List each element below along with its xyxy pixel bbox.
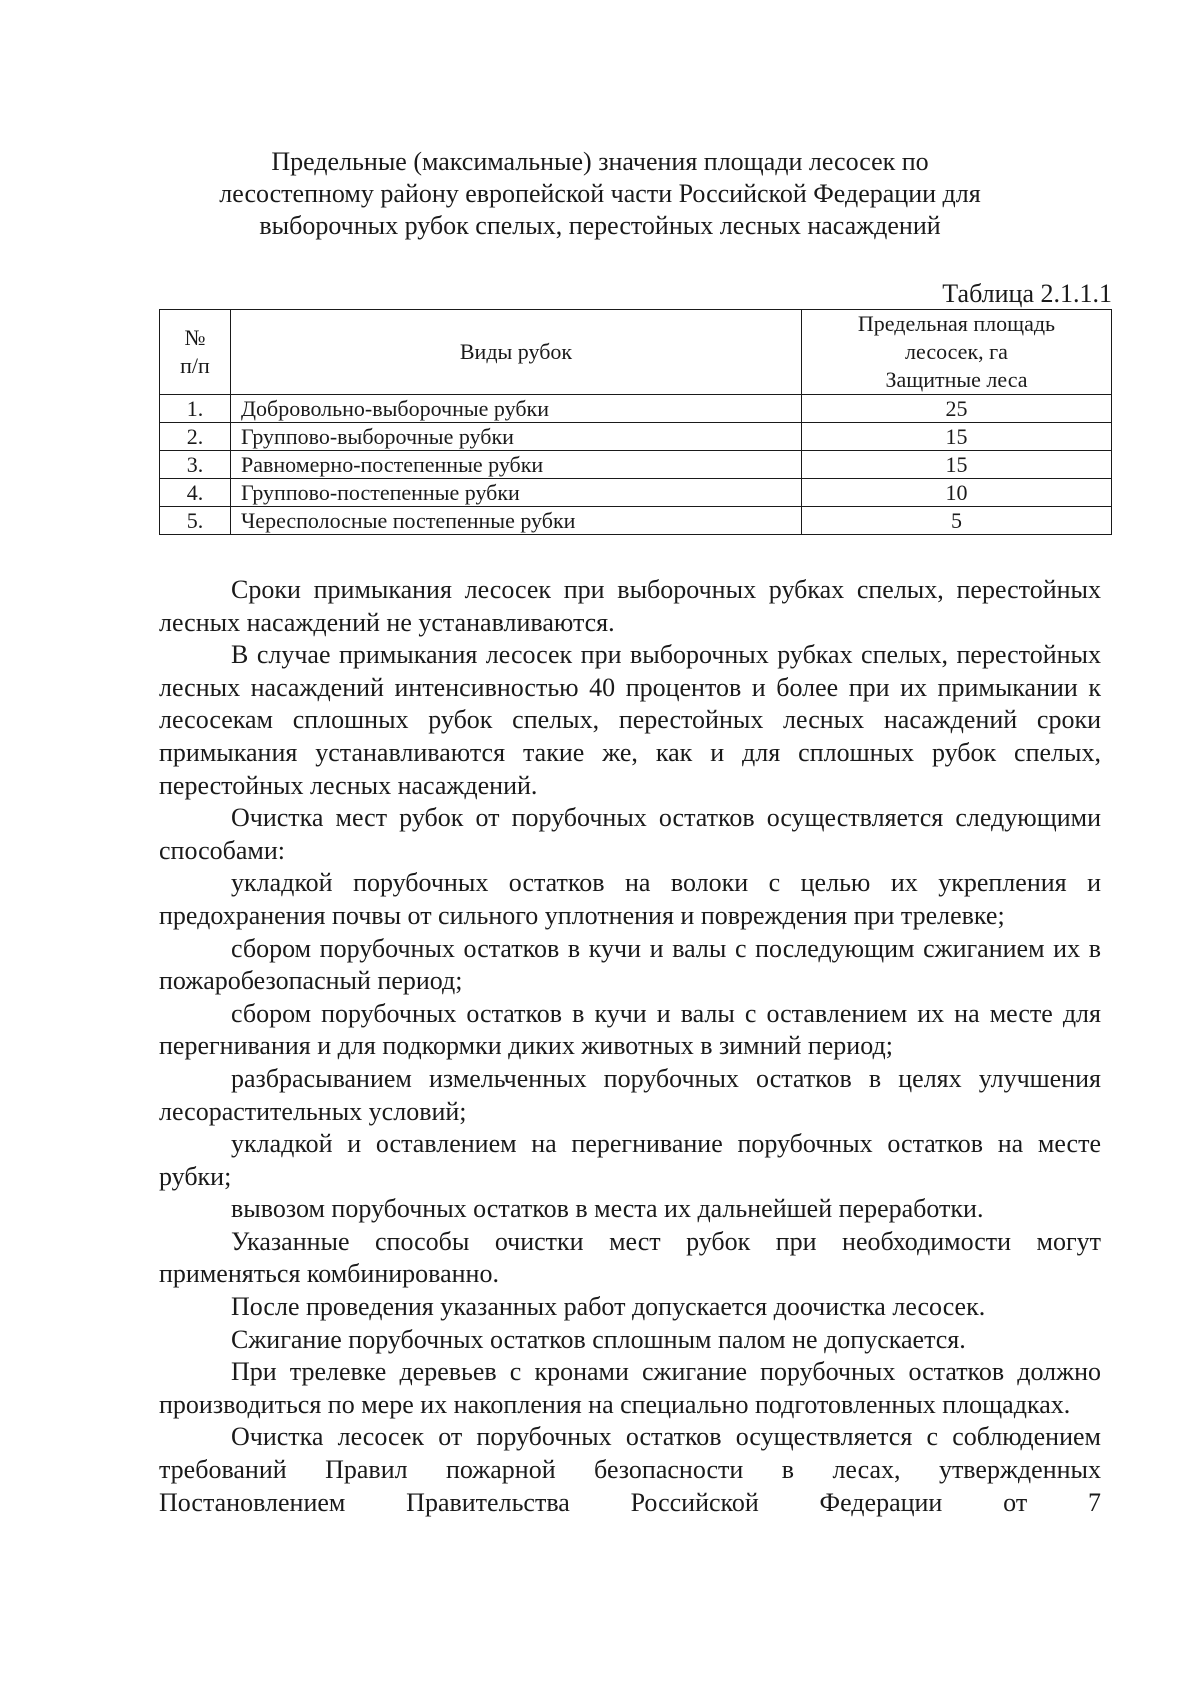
paragraph: сбором порубочных остатков в кучи и валы с оставлением их на месте для перегнивания и для подкормки диких животных в зимний период; (159, 998, 1101, 1061)
cell-area: 15 (802, 451, 1112, 479)
cell-kind: Чересполосные постепенные рубки (231, 507, 802, 535)
table-row (160, 395, 1112, 423)
title-line-3: выборочных рубок спелых, перестойных лесных насаждений (259, 211, 941, 240)
table-row (160, 423, 1112, 451)
cell-kind: Равномерно-постепенные рубки (231, 451, 802, 479)
table-header-row (160, 310, 1112, 395)
cell-area: 15 (802, 423, 1112, 451)
paragraph: вывозом порубочных остатков в места их дальнейшей переработки. (231, 1194, 984, 1224)
title-line-2: лесостепному району европейской части Российской Федерации для (219, 179, 981, 208)
cell-kind: Группово-выборочные рубки (231, 423, 802, 451)
cell-number: 2. (160, 423, 231, 451)
table-row (160, 479, 1112, 507)
paragraph: разбрасыванием измельченных порубочных остатков в целях улучшения лесорастительных условий; (159, 1063, 1101, 1126)
paragraph: укладкой и оставлением на перегнивание порубочных остатков на месте рубки; (159, 1129, 1101, 1191)
paragraph: В случае примыкания лесосек при выборочных рубках спелых, перестойных лесных насаждений интенсивностью 40 процентов и более при их примыкании к лесосекам сплошных рубок спелых, перестойных лесных насаждений сроки примыкания устанавливаются такие же, как и для сплошных рубок спелых, перестойных лесных насаждений. (159, 640, 1101, 800)
document-title (160, 146, 1040, 242)
header-area: Предельная площадь лесосек, га Защитные леса (802, 310, 1112, 395)
paragraph: Указанные способы очистки мест рубок при необходимости могут применяться комбинированно. (159, 1226, 1101, 1289)
cell-kind: Добровольно-выборочные рубки (231, 395, 802, 423)
cell-area: 5 (802, 507, 1112, 535)
table-row (160, 451, 1112, 479)
area-limits-table (159, 309, 1112, 535)
cell-kind: Группово-постепенные рубки (231, 479, 802, 507)
cell-number: 3. (160, 451, 231, 479)
title-line-1: Предельные (максимальные) значения площади лесосек по (271, 147, 929, 176)
cell-area: 25 (802, 395, 1112, 423)
paragraph: Сроки примыкания лесосек при выборочных рубках спелых, перестойных лесных насаждений не устанавливаются. (159, 575, 1101, 637)
cell-number: 5. (160, 507, 231, 535)
paragraph: сбором порубочных остатков в кучи и валы с последующим сжиганием их в пожаробезопасный период; (159, 933, 1101, 996)
paragraph: укладкой порубочных остатков на волоки с целью их укрепления и предохранения почвы от сильного уплотнения и повреждения при трелевке; (159, 868, 1101, 930)
cell-area: 10 (802, 479, 1112, 507)
paragraph: Очистка лесосек от порубочных остатков осуществляется с соблюдением требований Правил пожарной безопасности в лесах, утвержденных Постановлением Правительства Российской Федерации от 7 (159, 1422, 1101, 1517)
document-body (159, 574, 1101, 1519)
table-row (160, 507, 1112, 535)
cell-number: 1. (160, 395, 231, 423)
table-caption: Таблица 2.1.1.1 (942, 279, 1112, 308)
paragraph: Сжигание порубочных остатков сплошным палом не допускается. (231, 1324, 966, 1354)
header-kind: Виды рубок (231, 310, 802, 395)
paragraph: При трелевке деревьев с кронами сжигание порубочных остатков должно производиться по мере их накопления на специально подготовленных площадках. (159, 1357, 1101, 1419)
header-number: № п/п (160, 310, 231, 395)
cell-number: 4. (160, 479, 231, 507)
paragraph: Очистка мест рубок от порубочных остатков осуществляется следующими способами: (159, 803, 1101, 865)
paragraph: После проведения указанных работ допускается доочистка лесосек. (231, 1292, 986, 1322)
